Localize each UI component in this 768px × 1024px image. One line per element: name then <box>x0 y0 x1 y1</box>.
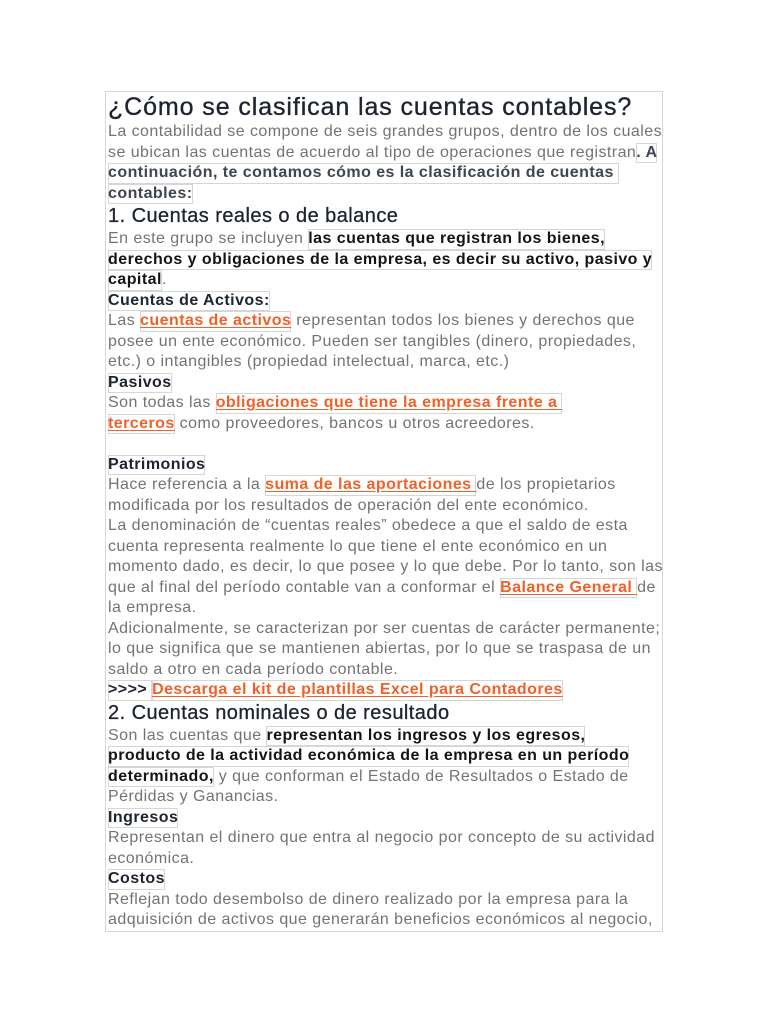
text-run: momento dado, es decir, lo que posee y lo que debe. Por lo tanto, son las <box>108 558 663 575</box>
text-run: adquisición de activos que generarán beneficios económicos al negocio, <box>108 911 653 928</box>
text-line <box>108 475 662 496</box>
paragraph <box>108 122 662 204</box>
bold-text: determinado, <box>108 767 214 788</box>
paragraph <box>108 229 662 291</box>
text-line <box>108 184 662 205</box>
text-run: representan todos los bienes y derechos que <box>291 312 635 329</box>
section-heading: 1. Cuentas reales o de balance <box>108 205 399 227</box>
text-run: La contabilidad se compone de seis grandes grupos, dentro de los cuales <box>108 123 663 140</box>
text-run: En este grupo se incluyen <box>108 230 309 247</box>
text-line <box>108 828 662 849</box>
text-run: lo que significa que se mantienen abiertas, por lo que se traspasa de un <box>108 640 651 657</box>
text-line <box>108 229 662 250</box>
text-line <box>108 122 662 143</box>
paragraph <box>108 869 662 931</box>
document-body <box>108 122 662 931</box>
text-line <box>108 619 662 640</box>
text-line <box>108 808 662 829</box>
text-run: La denominación de “cuentas reales” obedece a que el saldo de esta <box>108 517 628 534</box>
link-terceros[interactable]: terceros <box>108 414 175 435</box>
text-run: Representan el dinero que entra al negocio por concepto de su actividad <box>108 829 655 846</box>
text-run: Reflejan todo desembolso de dinero realizado por la empresa para la <box>108 890 629 908</box>
text-line <box>108 373 662 394</box>
paragraph <box>108 373 662 455</box>
text-run: etc.) o intangibles (propiedad intelectual, marca, etc.) <box>108 353 510 370</box>
text-line <box>108 787 662 808</box>
text-run: Las <box>108 312 141 329</box>
text-line <box>108 849 662 870</box>
text-line <box>108 578 662 599</box>
bold-text: continuación, te contamos cómo es la clasificación de cuentas <box>108 163 619 184</box>
text-run: Adicionalmente, se caracterizan por ser cuentas de carácter permanente; <box>108 619 661 637</box>
text-line <box>108 537 662 558</box>
section-label: >>>> <box>108 680 152 701</box>
text-line <box>108 767 662 788</box>
text-run: cuenta representa realmente lo que tiene el ente económico en un <box>108 537 608 555</box>
text-run: la empresa. <box>108 599 197 616</box>
section-label: Costos <box>108 869 165 890</box>
bold-text: las cuentas que registran los bienes, <box>308 229 605 250</box>
section-heading: 2. Cuentas nominales o de resultado <box>108 701 450 724</box>
text-line <box>108 680 662 701</box>
text-line <box>108 726 662 747</box>
link-cuentas-de-activos[interactable]: cuentas de activos <box>140 311 291 332</box>
section-label: Cuentas de Activos: <box>108 291 270 312</box>
text-line <box>108 869 662 890</box>
blank-line <box>108 434 662 455</box>
text-run: Son las cuentas que <box>108 726 267 744</box>
text-line <box>108 660 662 681</box>
text-line <box>108 352 662 373</box>
section-label: Pasivos <box>108 373 172 394</box>
text-line <box>108 639 662 660</box>
text-line <box>108 598 662 619</box>
text-run: . <box>161 271 167 288</box>
text-line <box>108 516 662 537</box>
bold-text: contables: <box>108 184 193 205</box>
text-line <box>108 163 662 184</box>
text-run: Son todas las <box>108 394 216 411</box>
link-obligaciones-que-tiene-la-empresa-frente-a[interactable]: obligaciones que tiene la empresa frente a <box>216 393 563 414</box>
link-descarga-el-kit-de-plantillas-excel-para-contadores[interactable]: Descarga el kit de plantillas Excel para Contadores <box>152 680 563 701</box>
text-line <box>108 890 662 911</box>
text-line <box>108 143 662 164</box>
bold-text: derechos y obligaciones de la empresa, es decir su activo, pasivo y <box>108 250 652 271</box>
paragraph <box>108 680 662 701</box>
document-page <box>106 92 662 931</box>
paragraph <box>108 291 662 373</box>
text-run: económica. <box>108 849 195 867</box>
text-run: se ubican las cuentas de acuerdo al tipo de operaciones que registran <box>108 143 637 161</box>
text-line <box>108 496 662 517</box>
text-run: saldo a otro en cada período contable. <box>108 660 399 678</box>
paragraph <box>108 808 662 870</box>
section-label: Patrimonios <box>108 455 205 476</box>
link-suma-de-las-aportaciones[interactable]: suma de las aportaciones <box>265 475 476 496</box>
text-line <box>108 414 662 435</box>
text-run: de <box>637 578 656 596</box>
text-run: y que conforman el Estado de Resultados o Estado de <box>213 767 629 785</box>
text-line <box>108 332 662 353</box>
section-label: Ingresos <box>108 808 178 829</box>
bold-text: capital <box>108 270 162 291</box>
text-line <box>108 557 662 578</box>
text-line <box>108 270 662 291</box>
text-line <box>108 291 662 312</box>
bold-text: . A <box>636 143 657 164</box>
text-line <box>108 910 662 931</box>
text-line <box>108 250 662 271</box>
paragraph <box>108 455 662 681</box>
text-line <box>108 393 662 414</box>
page-title: ¿Cómo se clasifican las cuentas contables? <box>108 93 633 121</box>
text-run: que al final del período contable van a conformar el <box>108 578 501 596</box>
text-run: modificada por los resultados de operación del ente económico. <box>108 496 589 514</box>
text-line <box>108 455 662 476</box>
text-line <box>108 746 662 767</box>
text-run: como proveedores, bancos u otros acreedores. <box>174 414 535 432</box>
text-line <box>108 311 662 332</box>
bold-text: representan los ingresos y los egresos, <box>266 726 585 747</box>
text-run: Pérdidas y Ganancias. <box>108 788 279 805</box>
paragraph <box>108 726 662 808</box>
text-run: Hace referencia a la <box>108 476 266 493</box>
bold-text: producto de la actividad económica de la empresa en un período <box>108 746 629 767</box>
text-run: posee un ente económico. Pueden ser tangibles (dinero, propiedades, <box>108 332 637 350</box>
link-balance-general[interactable]: Balance General <box>500 578 637 599</box>
text-run: de los propietarios <box>476 476 616 493</box>
